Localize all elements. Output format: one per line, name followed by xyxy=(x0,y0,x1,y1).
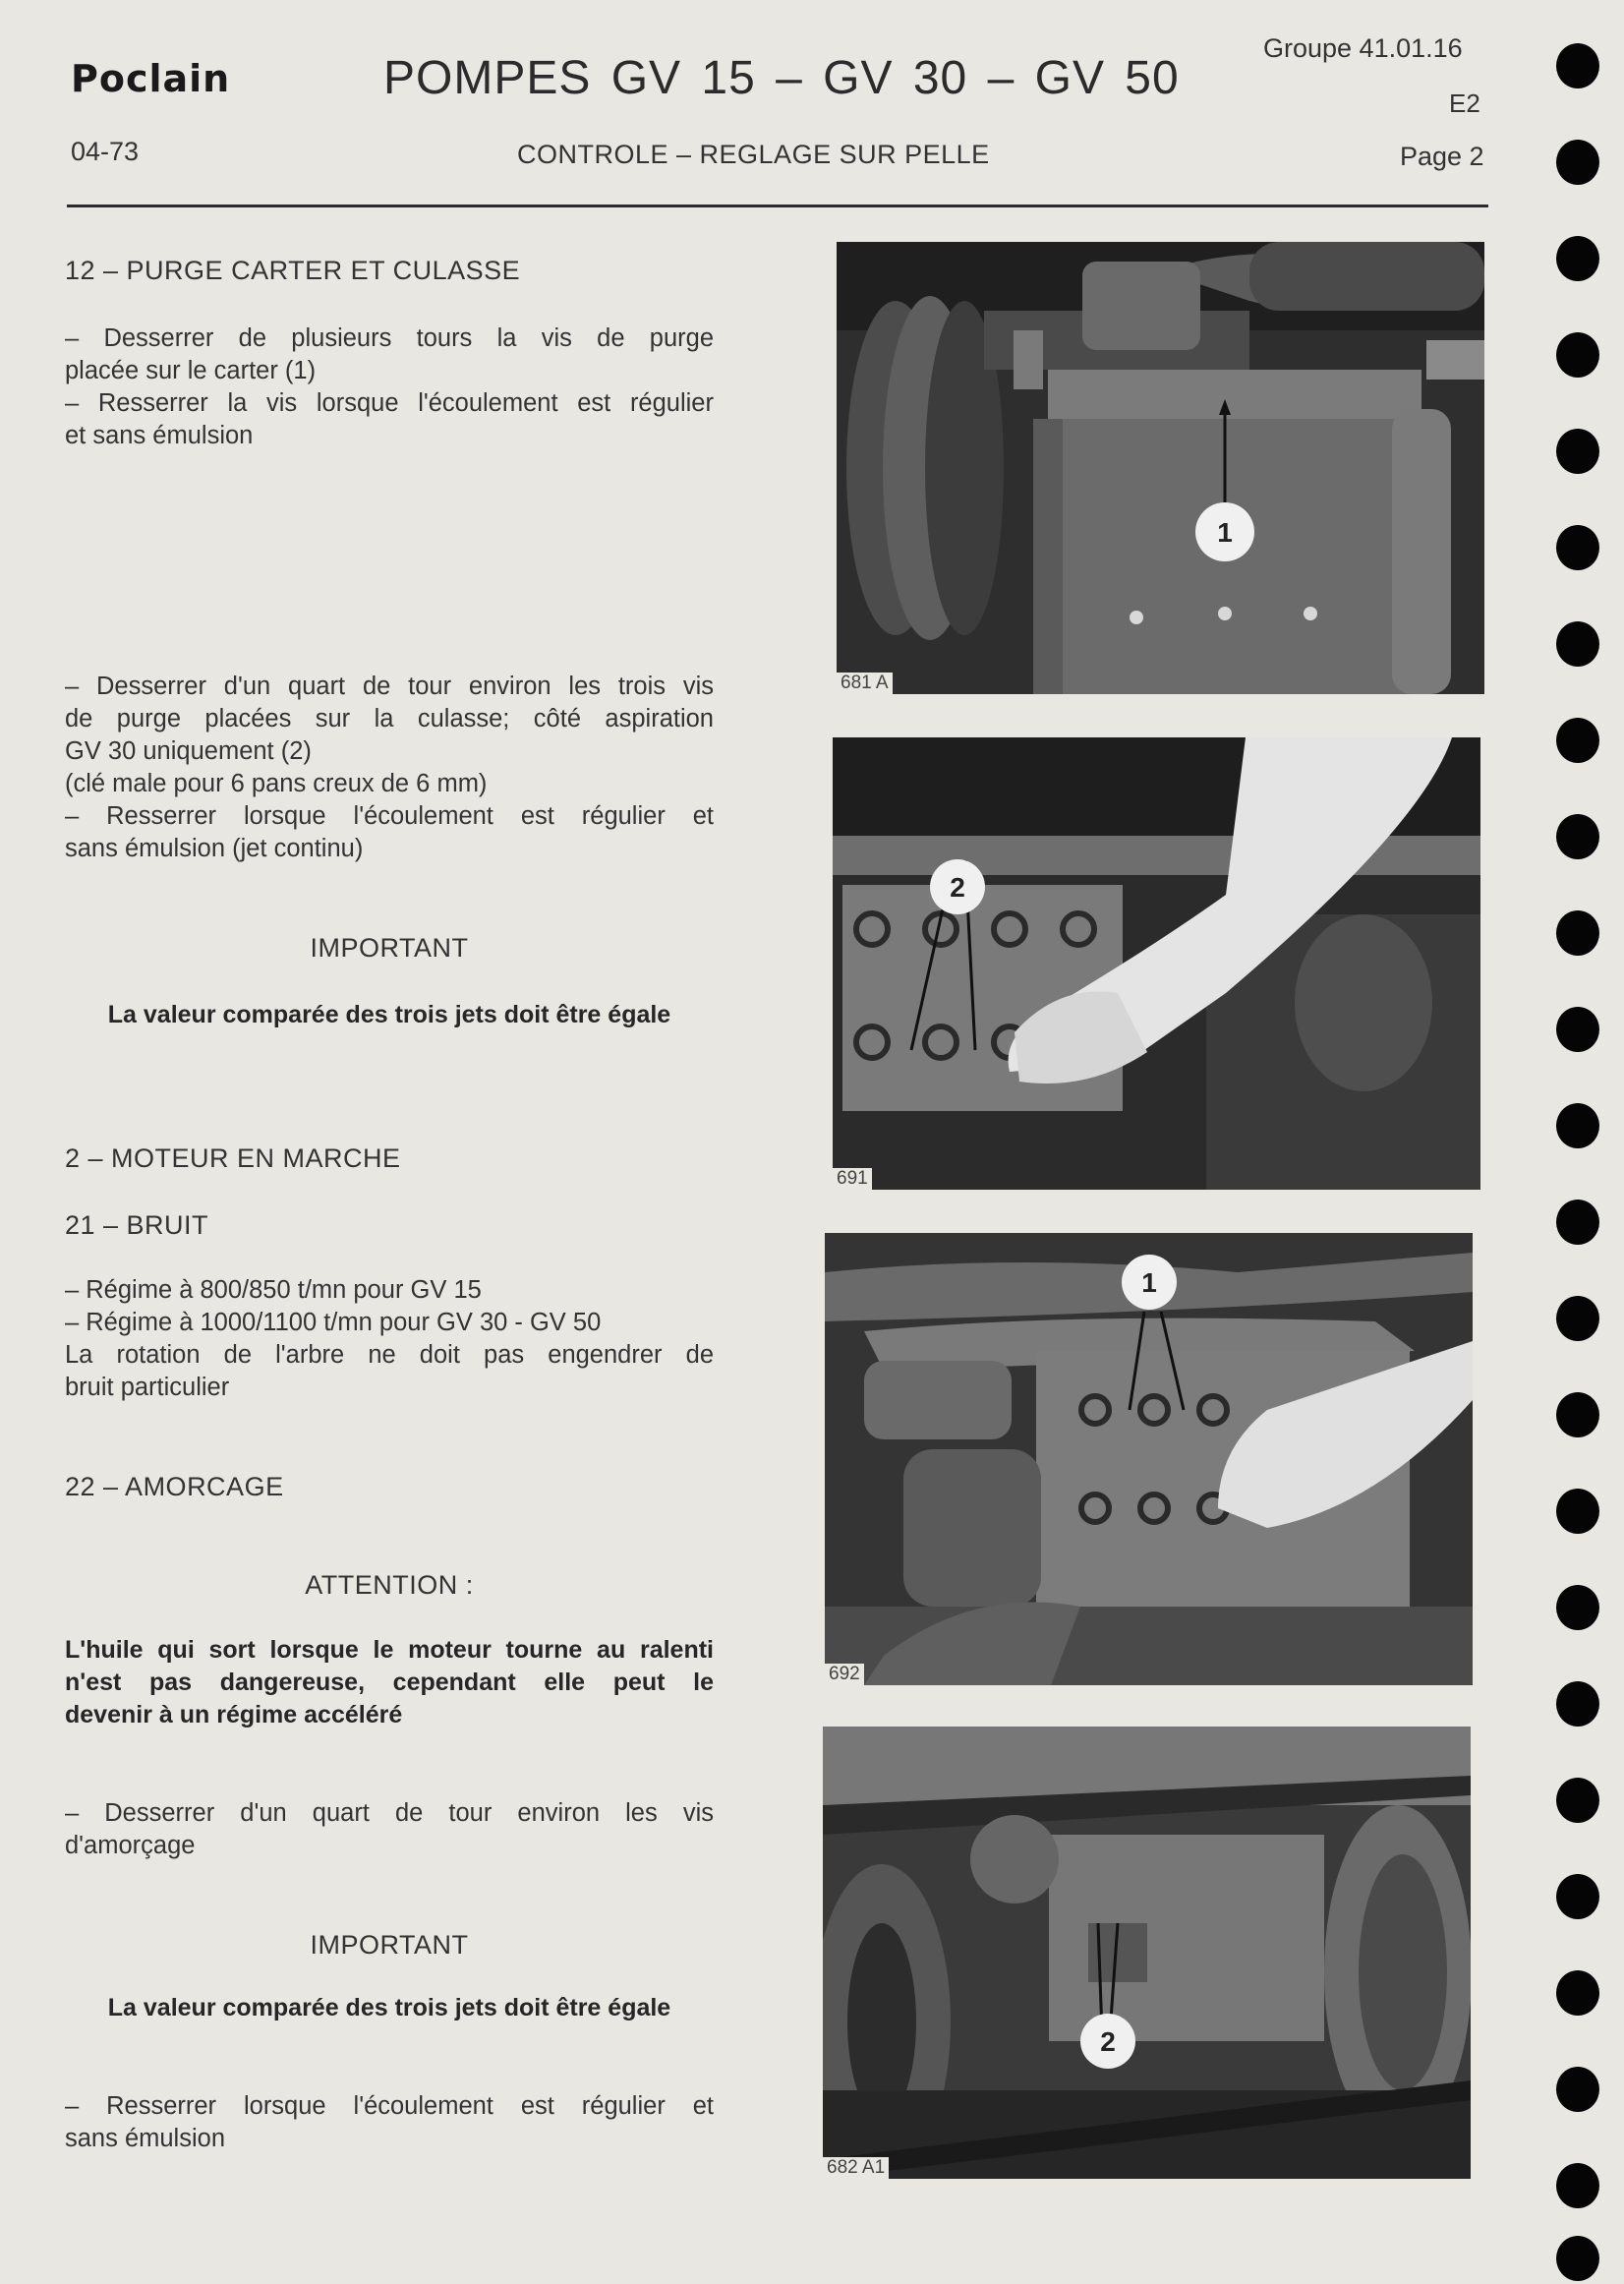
binder-hole xyxy=(1556,1103,1599,1148)
binder-hole xyxy=(1556,621,1599,667)
binder-hole xyxy=(1556,1681,1599,1727)
text-line: de purge placées sur la culasse; côté aspiration xyxy=(65,705,714,732)
text-line: – Desserrer d'un quart de tour environ les trois vis xyxy=(65,673,714,700)
section-2-heading: 2 – MOTEUR EN MARCHE xyxy=(65,1143,401,1173)
text-line: bruit particulier xyxy=(65,1374,230,1401)
binder-hole xyxy=(1556,236,1599,281)
text-line: – Desserrer d'un quart de tour environ les vis xyxy=(65,1799,714,1827)
binder-hole xyxy=(1556,2236,1599,2281)
callout-number: 1 xyxy=(1141,1267,1157,1298)
text-line: sans émulsion (jet continu) xyxy=(65,835,364,862)
attention-text xyxy=(65,1634,714,1731)
binder-hole xyxy=(1556,332,1599,378)
section-22-paragraph-2 xyxy=(65,2090,714,2155)
text-line: La rotation de l'arbre ne doit pas engendrer de xyxy=(65,1341,714,1369)
section-12-paragraph-1 xyxy=(65,322,714,452)
callout-number: 2 xyxy=(1100,2026,1116,2057)
page-subtitle: CONTROLE – REGLAGE SUR PELLE xyxy=(517,140,990,169)
binder-hole xyxy=(1556,1874,1599,1919)
callout-number: 2 xyxy=(950,872,965,903)
text-line: – Régime à 800/850 t/mn pour GV 15 xyxy=(65,1276,482,1304)
photo-682a1 xyxy=(823,1727,1471,2179)
text-line: et sans émulsion xyxy=(65,422,254,449)
section-21-paragraph xyxy=(65,1274,714,1404)
photo-caption: 691 xyxy=(833,1168,872,1190)
photo-691 xyxy=(833,737,1480,1190)
photo-caption: 682 A1 xyxy=(823,2157,889,2179)
photo-caption: 681 A xyxy=(837,673,893,694)
edition-code: E2 xyxy=(1449,88,1480,118)
binder-hole xyxy=(1556,1585,1599,1630)
text-line: n'est pas dangereuse, cependant elle peut le xyxy=(65,1669,714,1696)
binder-hole xyxy=(1556,718,1599,763)
binder-hole xyxy=(1556,1296,1599,1341)
binder-hole xyxy=(1556,1392,1599,1437)
binder-hole xyxy=(1556,1007,1599,1052)
priming-screws-illustration xyxy=(825,1233,1473,1685)
photo-692 xyxy=(825,1233,1473,1685)
text-line: GV 30 uniquement (2) xyxy=(65,737,312,765)
attention-heading: ATTENTION : xyxy=(305,1570,474,1600)
section-22-heading: 22 – AMORCAGE xyxy=(65,1472,284,1501)
header-rule xyxy=(67,205,1488,207)
cylinder-head-illustration xyxy=(833,737,1480,1190)
text-line: placée sur le carter (1) xyxy=(65,357,317,384)
document-date: 04-73 xyxy=(71,137,140,166)
pump-carter-illustration xyxy=(837,242,1484,694)
binder-hole xyxy=(1556,910,1599,956)
binder-hole xyxy=(1556,43,1599,88)
callout-number: 1 xyxy=(1217,517,1233,548)
text-line: – Resserrer lorsque l'écoulement est régulier et xyxy=(65,2092,714,2120)
binder-hole xyxy=(1556,1489,1599,1534)
photo-681a xyxy=(837,242,1484,694)
text-line: (clé male pour 6 pans creux de 6 mm) xyxy=(65,770,488,797)
pump-belt-illustration xyxy=(823,1727,1471,2179)
photo-caption: 692 xyxy=(825,1664,864,1685)
important-text-1: La valeur comparée des trois jets doit être égale xyxy=(107,1001,671,1028)
binder-hole xyxy=(1556,1200,1599,1245)
text-line: d'amorçage xyxy=(65,1832,196,1859)
section-12-heading: 12 – PURGE CARTER ET CULASSE xyxy=(65,256,521,285)
section-12-paragraph-2 xyxy=(65,671,714,865)
page-number: Page 2 xyxy=(1400,142,1484,171)
binder-hole xyxy=(1556,814,1599,859)
group-number: Groupe 41.01.16 xyxy=(1263,33,1463,63)
section-22-paragraph-1 xyxy=(65,1797,714,1862)
text-line: – Resserrer la vis lorsque l'écoulement est régulier xyxy=(65,389,714,417)
binder-hole xyxy=(1556,140,1599,185)
important-text-2: La valeur comparée des trois jets doit être égale xyxy=(107,1994,671,2021)
important-heading-1: IMPORTANT xyxy=(310,933,469,963)
binder-hole xyxy=(1556,1778,1599,1823)
binder-hole xyxy=(1556,2067,1599,2112)
text-line: L'huile qui sort lorsque le moteur tourne au ralenti xyxy=(65,1636,714,1664)
binder-hole xyxy=(1556,429,1599,474)
text-line: devenir à un régime accéléré xyxy=(65,1701,403,1728)
text-line: – Desserrer de plusieurs tours la vis de purge xyxy=(65,324,714,352)
page-title: POMPES GV 15 – GV 30 – GV 50 xyxy=(383,52,1180,104)
text-line: – Resserrer lorsque l'écoulement est régulier et xyxy=(65,802,714,830)
section-21-heading: 21 – BRUIT xyxy=(65,1210,209,1240)
important-heading-2: IMPORTANT xyxy=(310,1930,469,1960)
text-line: – Régime à 1000/1100 t/mn pour GV 30 - GV 50 xyxy=(65,1309,602,1336)
binder-hole xyxy=(1556,1970,1599,2016)
text-line: sans émulsion xyxy=(65,2125,225,2152)
brand-logo: Poclain xyxy=(71,57,231,100)
binder-hole xyxy=(1556,2163,1599,2208)
binder-hole xyxy=(1556,525,1599,570)
